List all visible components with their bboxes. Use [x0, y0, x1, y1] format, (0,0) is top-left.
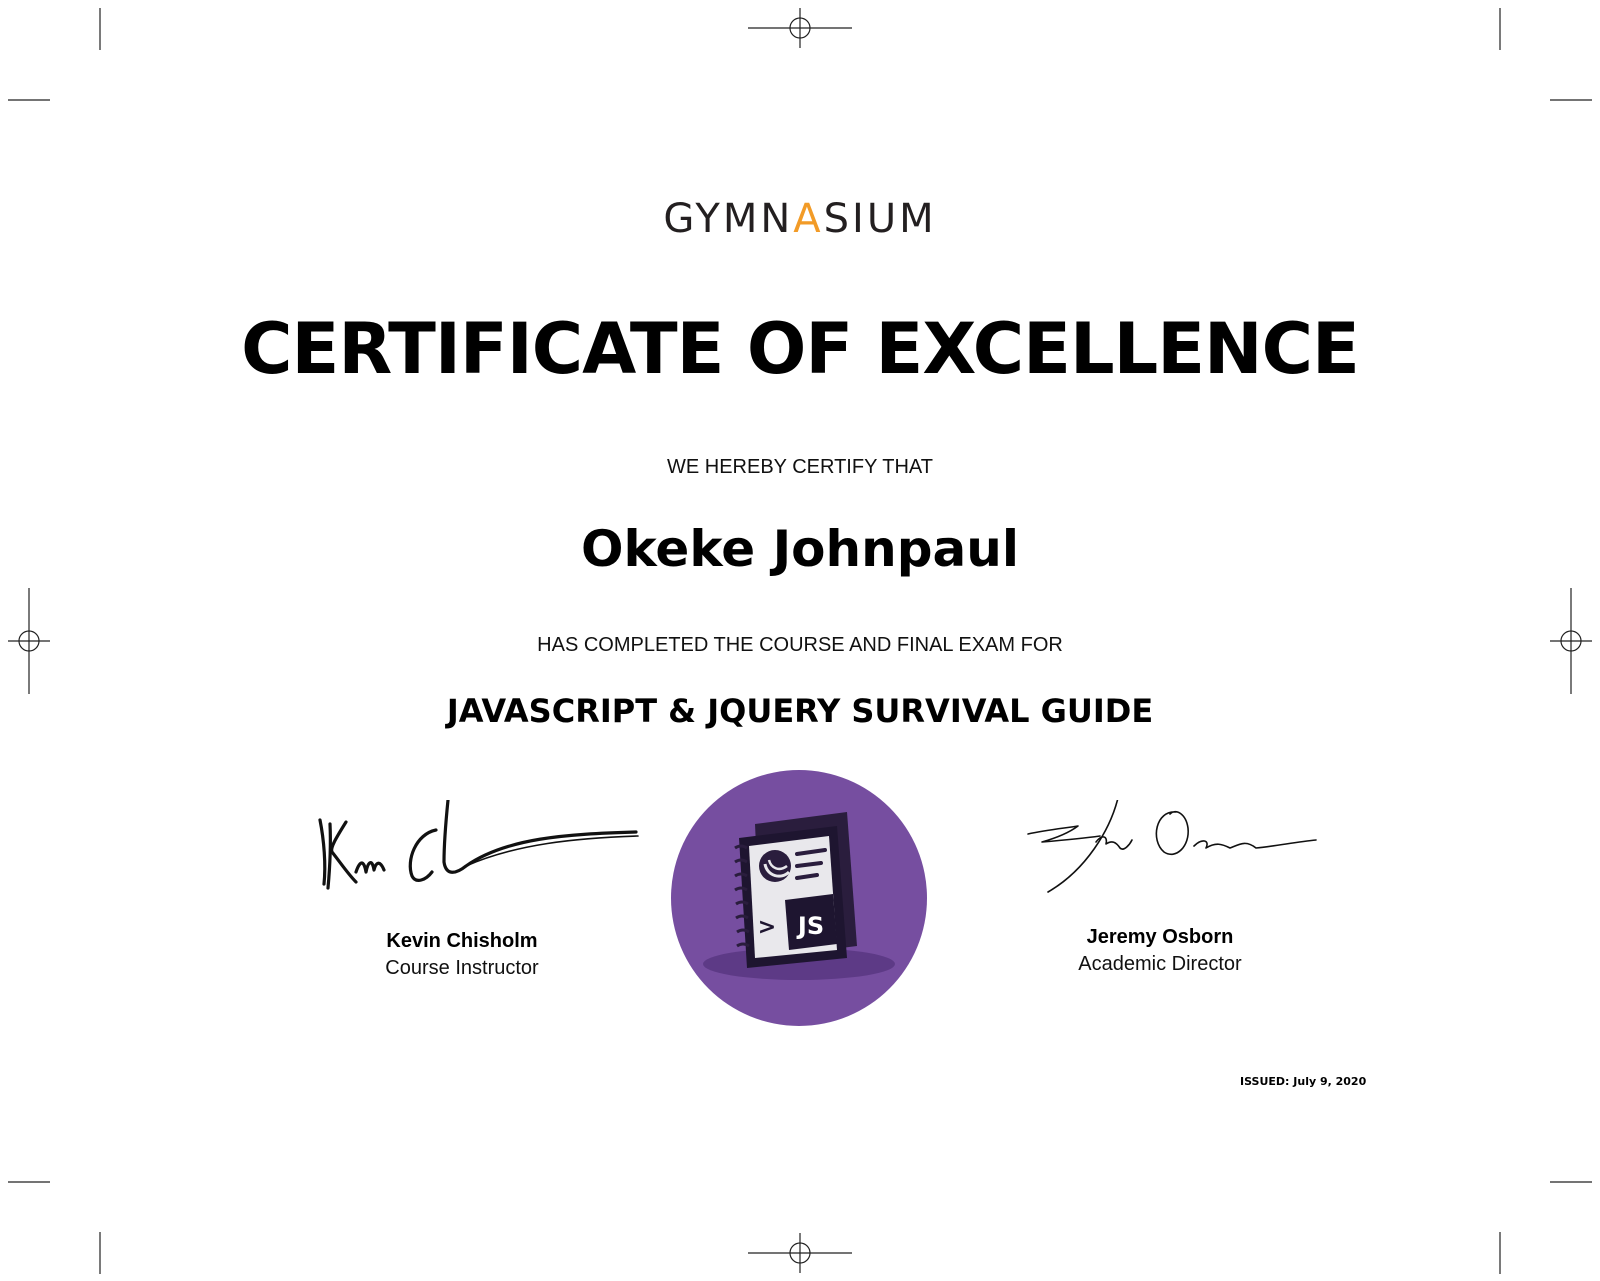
instructor-signature	[316, 800, 656, 910]
brand-logo	[0, 196, 1600, 242]
certify-line: WE HEREBY CERTIFY THAT	[667, 456, 933, 478]
brand-logo-accent: A	[793, 196, 824, 242]
recipient-name: Okeke Johnpaul	[581, 520, 1019, 578]
badge-js-label: JS	[797, 912, 825, 940]
signer-name: Kevin Chisholm	[386, 930, 538, 952]
signer-director	[1010, 926, 1310, 976]
signer-instructor	[312, 930, 612, 980]
course-name: JAVASCRIPT & JQUERY SURVIVAL GUIDE	[446, 692, 1154, 730]
issued-label: ISSUED:	[1240, 1075, 1290, 1088]
certificate-title: CERTIFICATE OF EXCELLENCE	[241, 308, 1359, 390]
signer-role: Course Instructor	[385, 957, 539, 979]
completed-line: HAS COMPLETED THE COURSE AND FINAL EXAM FOR	[537, 634, 1063, 656]
brand-logo-suffix: SIUM	[823, 196, 937, 242]
issued-date	[1240, 1075, 1366, 1088]
director-signature	[1026, 800, 1326, 900]
signer-name: Jeremy Osborn	[1086, 926, 1234, 948]
course-badge	[669, 768, 929, 1028]
badge-prompt: >	[757, 915, 777, 940]
signer-role: Academic Director	[1078, 953, 1242, 975]
brand-logo-prefix: GYMN	[663, 196, 794, 242]
issued-value: July 9, 2020	[1293, 1075, 1367, 1088]
